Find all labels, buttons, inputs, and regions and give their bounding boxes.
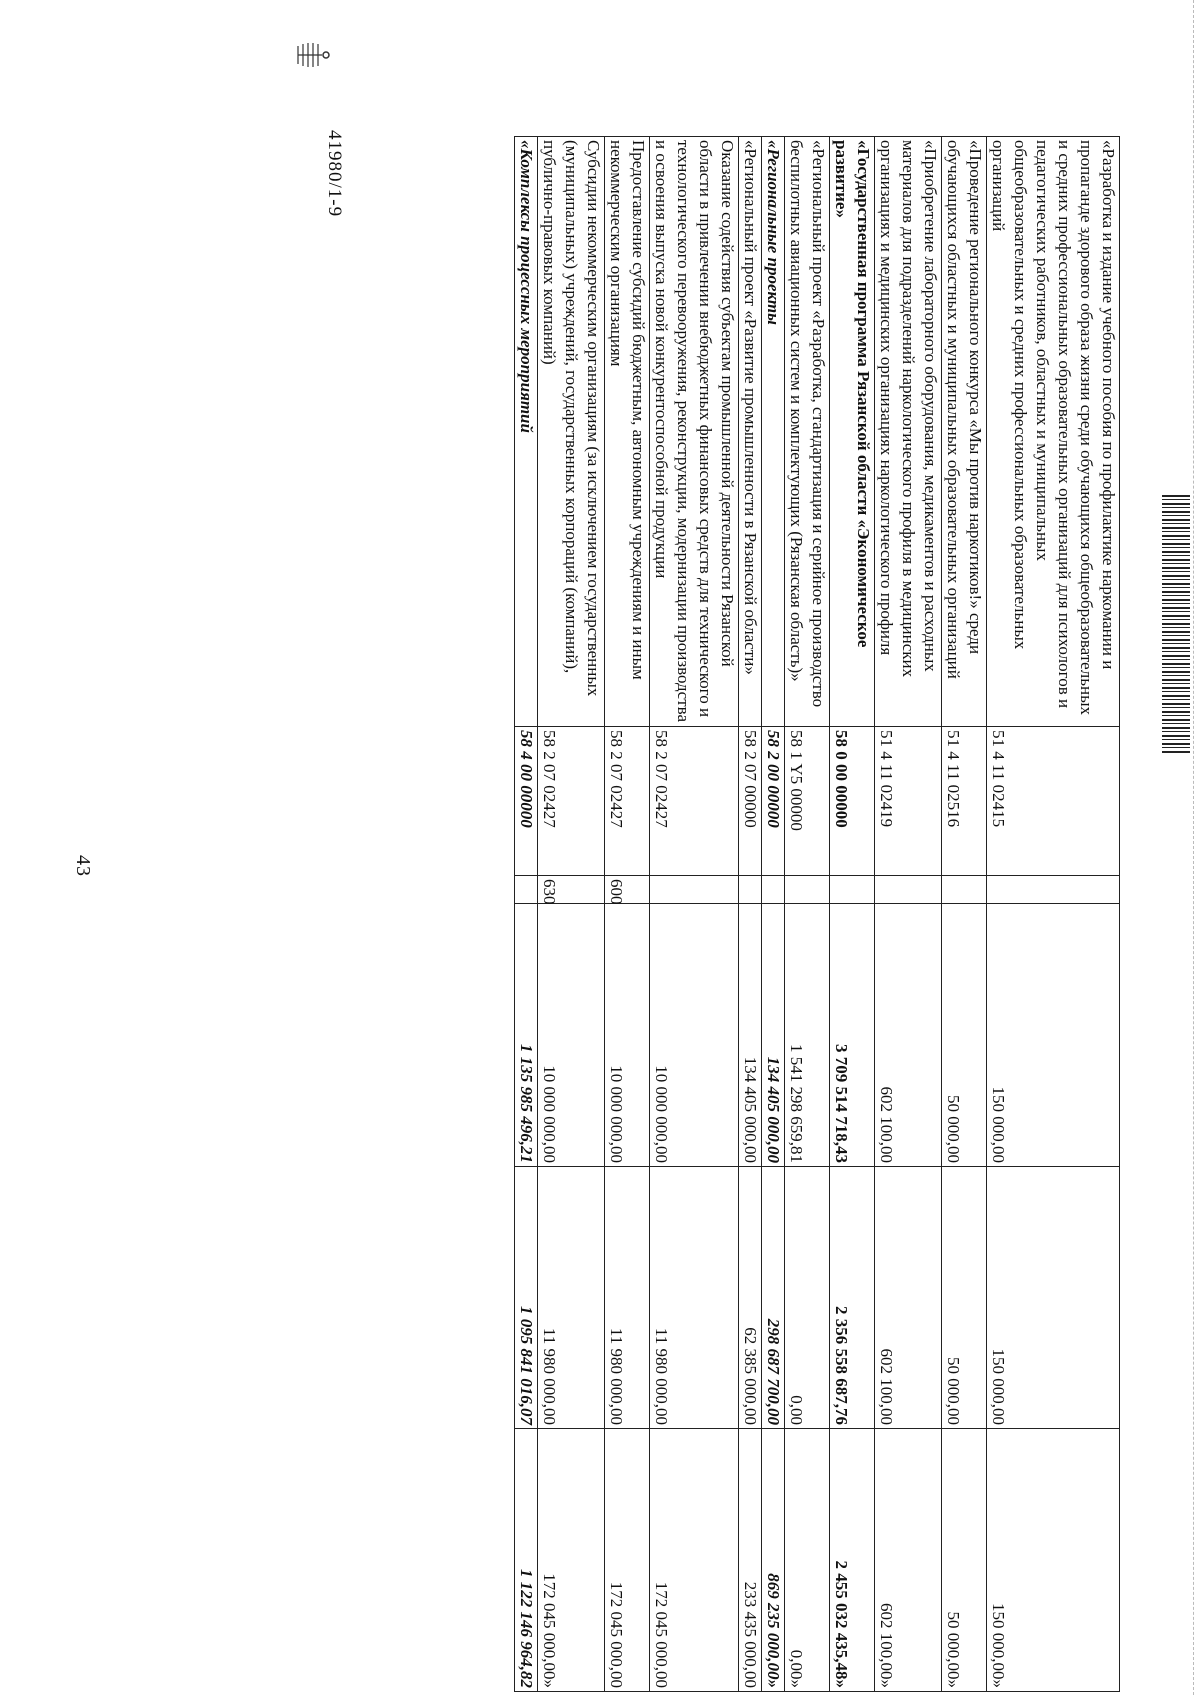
row-name-cell: Субсидии некоммерческим организациям (за исключением государственных (муниципальных) учреждений, государственных корпораций (компаний), публично-правовых компаний): [538, 137, 605, 727]
expense-type-cell: [650, 876, 739, 904]
amount-2025-cell: 134 405 000,00: [739, 904, 762, 1167]
table-row: [650, 137, 739, 1692]
expense-type-cell: [762, 876, 785, 904]
table-row: [987, 137, 1120, 1692]
amount-2026-cell: 1 095 841 016,07: [515, 1167, 538, 1429]
amount-2026-cell: 298 687 700,00: [762, 1167, 785, 1429]
amount-2025-cell: 10 000 000,00: [650, 904, 739, 1167]
row-name-cell: «Проведение регионального конкурса «Мы против наркотиков!» среди обучающихся областных и муниципальных образовательных организаций: [942, 137, 987, 727]
table-row: [538, 137, 605, 1692]
amount-2025-cell: 3 709 514 718,43: [830, 904, 875, 1167]
expense-type-cell: [875, 876, 942, 904]
amount-2027-cell: 602 100,00»: [875, 1429, 942, 1692]
amount-2025-cell: 150 000,00: [987, 904, 1120, 1167]
target-code-cell: 58 2 07 02427: [538, 727, 605, 876]
row-name-cell: «Разработка и издание учебного пособия по профилактике наркомании и пропаганде здорового образа жизни среди обучающихся общеобразовательных и средних профессиональных образовательных организаций для психологов и педагогических работников, областных и муниципальных общеобразовательных и средних профессиональных образовательных организаций: [987, 137, 1120, 727]
row-name-cell: «Комплексы процессных мероприятий: [515, 137, 538, 727]
table-row: [785, 137, 830, 1692]
amount-2027-cell: 172 045 000,00: [650, 1429, 739, 1692]
amount-2025-cell: 10 000 000,00: [538, 904, 605, 1167]
barcode: [1162, 495, 1190, 755]
amount-2027-cell: 172 045 000,00: [605, 1429, 650, 1692]
target-code-cell: 58 2 07 02427: [605, 727, 650, 876]
expense-type-cell: 600: [605, 876, 650, 904]
expense-type-cell: [987, 876, 1120, 904]
table-row: [830, 137, 875, 1692]
amount-2025-cell: 50 000,00: [942, 904, 987, 1167]
target-code-cell: 58 0 00 00000: [830, 727, 875, 876]
table-row: [515, 137, 538, 1692]
row-name-cell: «Региональный проект «Развитие промышленности в Рязанской области»: [739, 137, 762, 727]
target-code-cell: 51 4 11 02415: [987, 727, 1120, 876]
amount-2025-cell: 1 135 985 496,21: [515, 904, 538, 1167]
amount-2027-cell: 150 000,00»: [987, 1429, 1120, 1692]
document-code: 41980/1-9: [324, 130, 345, 218]
expense-type-cell: [515, 876, 538, 904]
table-body: [515, 137, 1120, 1692]
amount-2025-cell: 10 000 000,00: [605, 904, 650, 1167]
table-row: [875, 137, 942, 1692]
table-row: [762, 137, 785, 1692]
amount-2026-cell: 602 100,00: [875, 1167, 942, 1429]
table-row: [605, 137, 650, 1692]
amount-2027-cell: 172 045 000,00»: [538, 1429, 605, 1692]
budget-table: [514, 136, 1120, 1692]
amount-2026-cell: 11 980 000,00: [650, 1167, 739, 1429]
row-name-cell: Оказание содействия субъектам промышленной деятельности Рязанской области в привлечении внебюджетных финансовых средств для технического и технологического перевооружения, реконструкции, модернизации производства и освоения выпуска новой конкурентоспособной продукции: [650, 137, 739, 727]
amount-2027-cell: 2 455 032 435,48»: [830, 1429, 875, 1692]
amount-2026-cell: 62 385 000,00: [739, 1167, 762, 1429]
scan-edge-noise: [1191, 0, 1194, 1695]
amount-2027-cell: 50 000,00»: [942, 1429, 987, 1692]
page-number: 43: [72, 855, 94, 877]
expense-type-cell: 630: [538, 876, 605, 904]
amount-2026-cell: 50 000,00: [942, 1167, 987, 1429]
target-code-cell: 58 2 00 00000: [762, 727, 785, 876]
target-code-cell: 51 4 11 02419: [875, 727, 942, 876]
row-name-cell: «Приобретение лабораторного оборудования, медикаментов и расходных материалов для подразделений наркологического профиля в медицинских организациях и медицинских организациях наркологического профиля: [875, 137, 942, 727]
target-code-cell: 51 4 11 02516: [942, 727, 987, 876]
target-code-cell: 58 1 Y5 00000: [785, 727, 830, 876]
target-code-cell: 58 4 00 00000: [515, 727, 538, 876]
amount-2027-cell: 233 435 000,00: [739, 1429, 762, 1692]
amount-2025-cell: 134 405 000,00: [762, 904, 785, 1167]
amount-2026-cell: 11 980 000,00: [538, 1167, 605, 1429]
amount-2026-cell: 0,00: [785, 1167, 830, 1429]
amount-2027-cell: 0,00»: [785, 1429, 830, 1692]
expense-type-cell: [785, 876, 830, 904]
amount-2026-cell: 11 980 000,00: [605, 1167, 650, 1429]
expense-type-cell: [739, 876, 762, 904]
row-name-cell: «Государственная программа Рязанской области «Экономическое развитие»: [830, 137, 875, 727]
target-code-cell: 58 2 07 02427: [650, 727, 739, 876]
expense-type-cell: [830, 876, 875, 904]
amount-2027-cell: 869 235 000,00»: [762, 1429, 785, 1692]
amount-2025-cell: 1 541 298 659,81: [785, 904, 830, 1167]
amount-2025-cell: 602 100,00: [875, 904, 942, 1167]
row-name-cell: Предоставление субсидий бюджетным, автономным учреждениям и иным некоммерческим организациям: [605, 137, 650, 727]
row-name-cell: «Региональный проект «Разработка, стандартизация и серийное производство беспилотных авиационных систем и комплектующих (Рязанская область)»: [785, 137, 830, 727]
amount-2027-cell: 1 122 146 964,82: [515, 1429, 538, 1692]
row-name-cell: «Региональные проекты: [762, 137, 785, 727]
expense-type-cell: [942, 876, 987, 904]
table-row: [739, 137, 762, 1692]
target-code-cell: 58 2 07 00000: [739, 727, 762, 876]
stamp-icon: [296, 40, 330, 70]
amount-2026-cell: 150 000,00: [987, 1167, 1120, 1429]
amount-2026-cell: 2 356 558 687,76: [830, 1167, 875, 1429]
table-row: [942, 137, 987, 1692]
